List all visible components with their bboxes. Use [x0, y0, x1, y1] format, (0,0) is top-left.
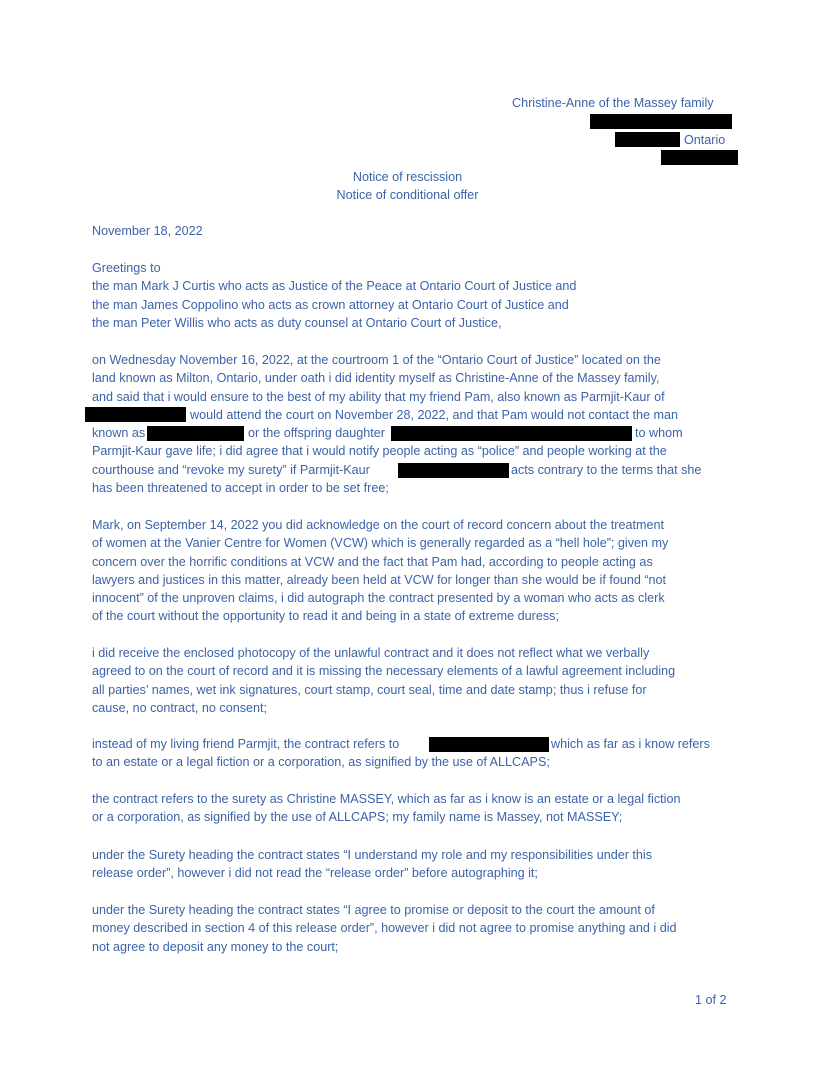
heading-rescission: Notice of rescission	[352, 170, 463, 184]
redacted-surname-2	[398, 463, 509, 478]
paragraph-line: the contract refers to the surety as Christine MASSEY, which as far as i know is an estate or a legal fiction	[92, 792, 681, 806]
paragraph-line: has been threatened to accept in order to be set free;	[92, 481, 389, 495]
paragraph-line: Mark, on September 14, 2022 you did acknowledge on the court of record concern about the treatment	[92, 518, 664, 532]
paragraph-line: to whom	[635, 426, 683, 440]
paragraph-line: acts contrary to the terms that she	[511, 463, 702, 477]
paragraph-line: would attend the court on November 28, 2022, and that Pam would not contact the man	[190, 408, 678, 422]
paragraph-line: to an estate or a legal fiction or a corporation, as signified by the use of ALLCAPS;	[92, 755, 550, 769]
paragraph-line: courthouse and “revoke my surety” if Parmjit-Kaur	[92, 463, 370, 477]
paragraph-line: of the court without the opportunity to read it and being in a state of extreme duress;	[92, 609, 559, 624]
greeting-line: Greetings to	[92, 261, 161, 275]
paragraph-line: known as	[92, 426, 146, 440]
letter-date: November 18, 2022	[92, 224, 203, 238]
page-number: 1 of 2	[695, 993, 727, 1007]
paragraph-line: land known as Milton, Ontario, under oath i did identity myself as Christine-Anne of the Massey family,	[92, 371, 660, 386]
paragraph-line: and said that i would ensure to the best of my ability that my friend Pam, also known as Parmjit-Kaur of	[92, 389, 665, 404]
paragraph-line: of women at the Vanier Centre for Women (VCW) which is generally regarded as a “hell hole”; given my	[92, 536, 669, 551]
paragraph-line: all parties’ names, wet ink signatures, court stamp, court seal, time and date stamp; thus i refuse for	[92, 682, 647, 697]
paragraph-line: under the Surety heading the contract states “I understand my role and my responsibilities under this	[92, 848, 653, 862]
paragraph-line: or a corporation, as signified by the use of ALLCAPS; my family name is Massey, not MASSEY;	[92, 810, 623, 825]
paragraph-line: which as far as i know refers	[551, 737, 710, 751]
paragraph-line: on Wednesday November 16, 2022, at the courtroom 1 of the “Ontario Court of Justice” located on the	[92, 353, 661, 367]
redacted-man-name	[147, 426, 244, 441]
paragraph-line: or the offspring daughter	[248, 426, 385, 440]
greeting-line: the man Peter Willis who acts as duty counsel at Ontario Court of Justice,	[92, 315, 502, 330]
paragraph-line: Parmjit-Kaur gave life; i did agree that i would notify people acting as “police” and people working at the	[92, 444, 667, 458]
paragraph-line: not agree to deposit any money to the court;	[92, 939, 339, 954]
paragraph-line: i did receive the enclosed photocopy of the unlawful contract and it does not reflect what we verbally	[92, 646, 650, 660]
paragraph-3	[92, 644, 742, 717]
paragraph-6	[92, 846, 742, 883]
redacted-postal-code	[661, 150, 738, 165]
paragraph-1	[92, 351, 742, 406]
greeting-line: the man Mark J Curtis who acts as Justice of the Peace at Ontario Court of Justice and	[92, 279, 577, 294]
redacted-allcaps-name	[429, 737, 549, 752]
redacted-address-line-1	[590, 114, 732, 129]
greeting-block	[92, 259, 742, 332]
paragraph-7	[92, 901, 742, 956]
paragraph-line: agreed to on the court of record and it is missing the necessary elements of a lawful agreement including	[92, 664, 676, 679]
paragraph-line: instead of my living friend Parmjit, the contract refers to	[92, 737, 400, 751]
sender-province: Ontario	[684, 133, 726, 147]
paragraph-line: under the Surety heading the contract states “I agree to promise or deposit to the court the amount of	[92, 903, 655, 917]
paragraph-line: lawyers and justices in this matter, already been held at VCW for longer than she would be if found “not	[92, 572, 667, 587]
paragraph-line: money described in section 4 of this release order”, however i did not agree to promise anything and i did	[92, 921, 677, 936]
greeting-line: the man James Coppolino who acts as crown attorney at Ontario Court of Justice and	[92, 297, 569, 312]
redacted-daughter-name	[391, 426, 632, 441]
paragraph-line: cause, no contract, no consent;	[92, 700, 268, 715]
paragraph-2	[92, 516, 742, 626]
redacted-surname	[85, 407, 186, 422]
paragraph-line: release order”, however i did not read the “release order” before autographing it;	[92, 866, 538, 881]
paragraph-line: concern over the horrific conditions at VCW and the fact that Pam had, according to people acting as	[92, 554, 653, 569]
paragraph-line: innocent” of the unproven claims, i did autograph the contract presented by a woman who acts as clerk	[92, 591, 665, 606]
heading-conditional-offer: Notice of conditional offer	[336, 188, 479, 202]
paragraph-5	[92, 790, 742, 827]
redacted-city	[615, 132, 680, 147]
sender-name: Christine-Anne of the Massey family	[512, 96, 714, 110]
